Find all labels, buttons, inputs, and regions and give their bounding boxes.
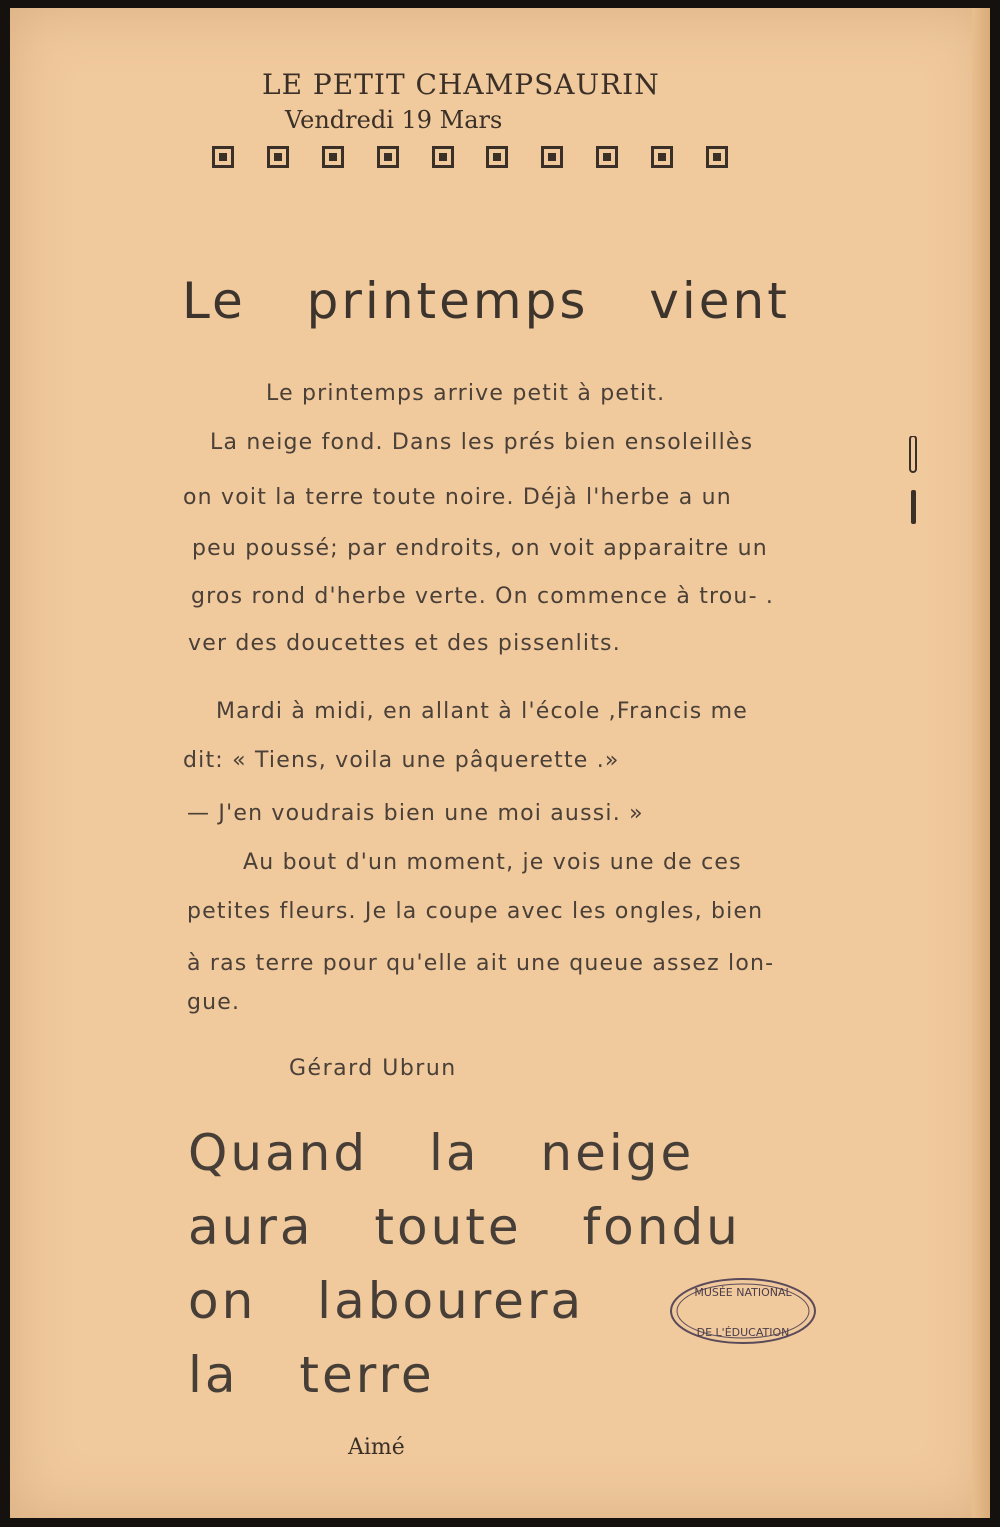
journal-title: LE PETIT CHAMPSAURIN (262, 68, 660, 101)
margin-marks (905, 436, 923, 526)
stamp-bottom-text: DE L'ÉDUCATION (696, 1326, 790, 1339)
article-line: gros rond d'herbe verte. On commence à trou- . (191, 584, 775, 609)
stamp-top-text: MUSÉE NATIONAL (694, 1286, 792, 1299)
ornament-square-icon (706, 146, 728, 168)
article-author: Gérard Ubrun (289, 1056, 457, 1081)
poem-author: Aimé (348, 1435, 405, 1460)
journal-date: Vendredi 19 Mars (285, 106, 503, 134)
ornament-square-icon (432, 146, 454, 168)
poem-line: Quand la neige (188, 1124, 695, 1182)
article-line: Le printemps arrive petit à petit. (266, 381, 666, 406)
article-line: Au bout d'un moment, je vois une de ces (243, 850, 742, 875)
ornament-square-icon (596, 146, 618, 168)
ornament-square-icon (651, 146, 673, 168)
poem-line: aura toute fondu (188, 1198, 741, 1256)
article-line: à ras terre pour qu'elle ait une queue assez lon- (187, 951, 775, 976)
poem-line: on labourera (188, 1272, 585, 1330)
article-line: petites fleurs. Je la coupe avec les ongles, bien (187, 899, 764, 924)
article-line: on voit la terre toute noire. Déjà l'herbe a un (183, 485, 732, 510)
ornament-square-icon (267, 146, 289, 168)
article-title: Le printemps vient (182, 272, 790, 330)
ornament-square-icon (212, 146, 234, 168)
article-line: — J'en voudrais bien une moi aussi. » (187, 801, 644, 826)
article-line: gue. (187, 990, 241, 1015)
ornament-square-icon (322, 146, 344, 168)
ornament-square-icon (377, 146, 399, 168)
article-line: peu poussé; par endroits, on voit apparaitre un (192, 536, 768, 561)
article-line: dit: « Tiens, voila une pâquerette .» (183, 748, 620, 773)
museum-stamp (668, 1276, 818, 1346)
ornament-border (212, 146, 728, 174)
article-line: ver des doucettes et des pissenlits. (188, 631, 621, 656)
article-line: Mardi à midi, en allant à l'école ,Francis me (216, 699, 749, 724)
page-edge (972, 8, 990, 1518)
poem-line: la terre (188, 1346, 435, 1404)
ornament-square-icon (541, 146, 563, 168)
ornament-square-icon (486, 146, 508, 168)
article-line: La neige fond. Dans les prés bien ensoleillès (210, 430, 754, 455)
